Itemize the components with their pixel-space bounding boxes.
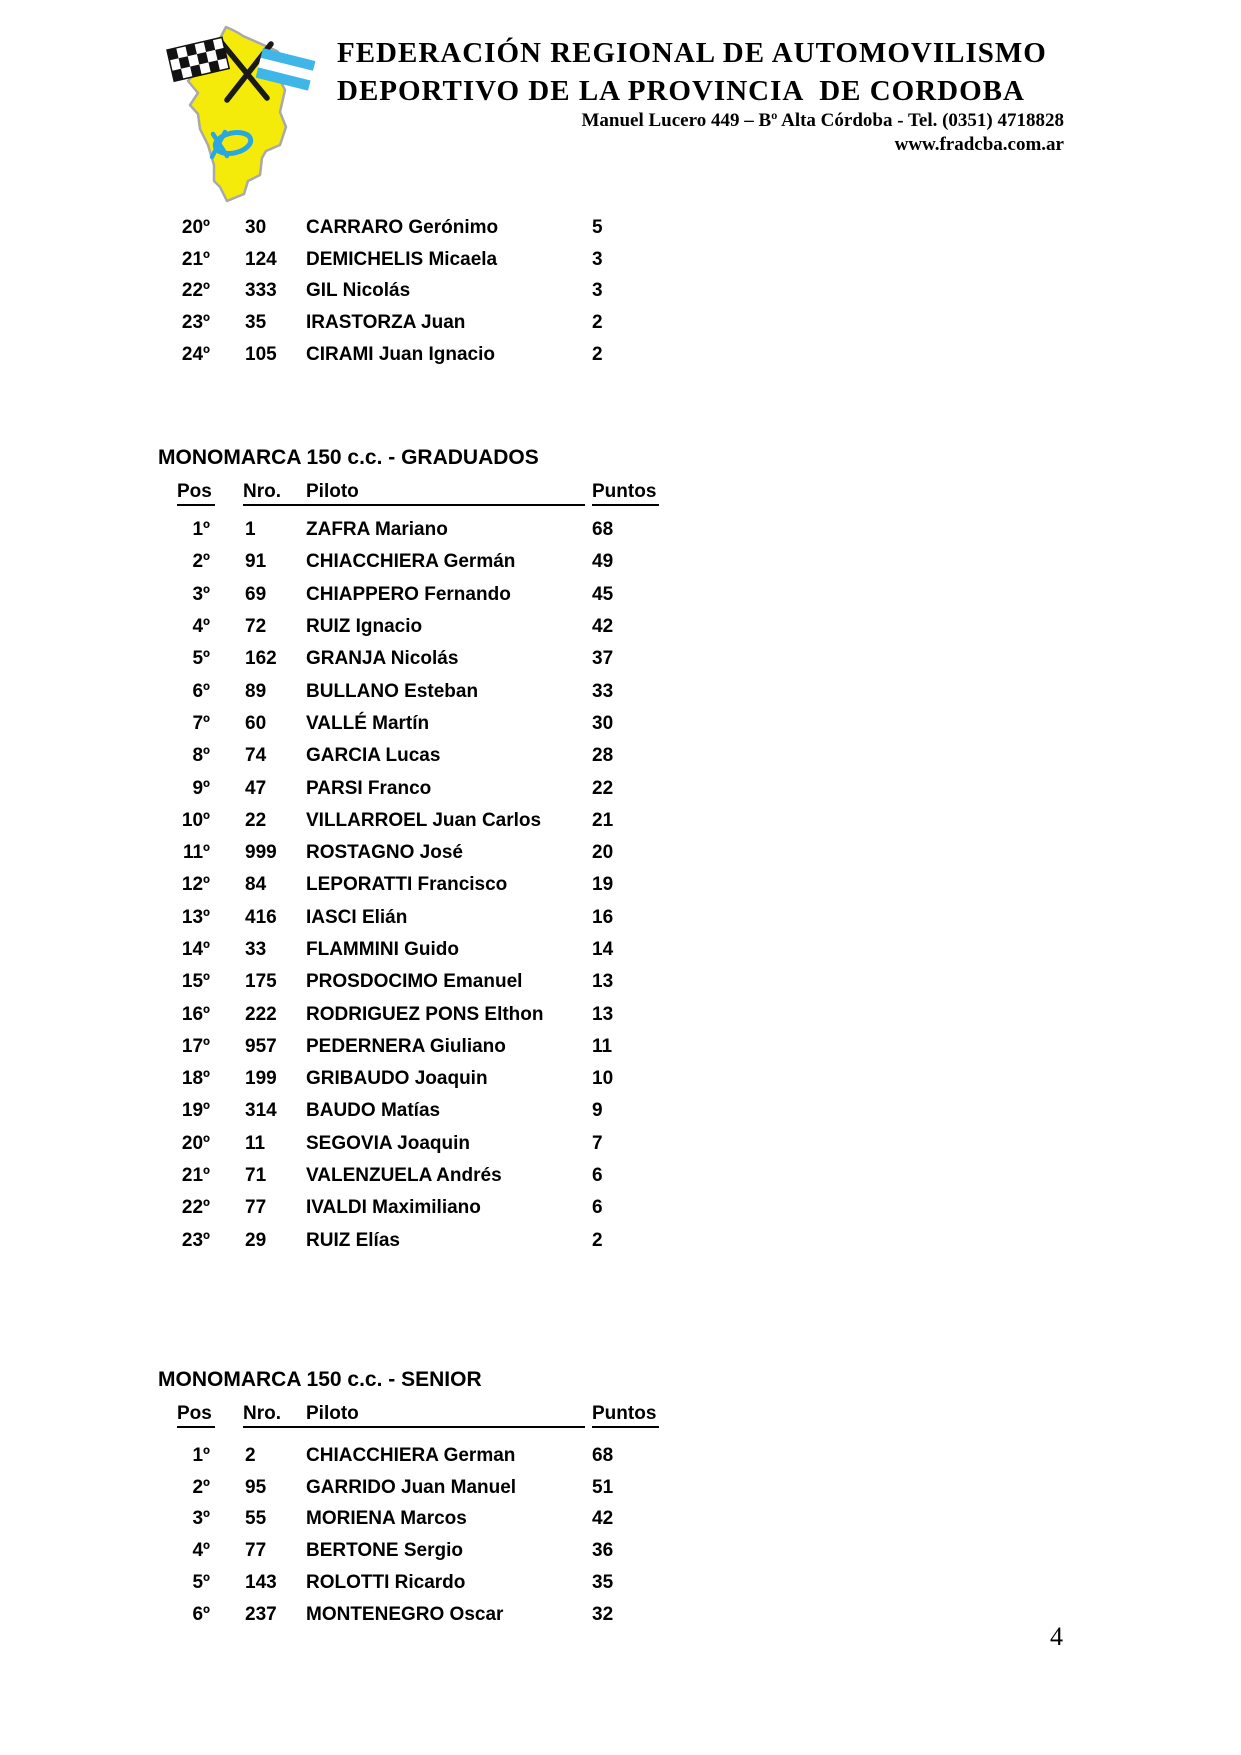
position-cell: 7º (192, 712, 210, 734)
column-header-nro: Nro. (243, 1403, 281, 1424)
number-cell: 95 (245, 1476, 267, 1498)
column-header-piloto: Piloto (306, 1403, 359, 1424)
points-cell: 33 (592, 680, 614, 702)
position-cell: 16º (181, 1003, 210, 1025)
position-cell: 23º (181, 1229, 210, 1251)
standings-row (177, 708, 1241, 740)
points-cell: 7 (592, 1132, 603, 1154)
number-cell: 199 (245, 1068, 277, 1090)
section-title: MONOMARCA 150 c.c. - SENIOR (158, 1368, 482, 1391)
standings-row (177, 1031, 1241, 1063)
position-cell: 14º (181, 939, 210, 960)
position-cell: 20º (181, 1132, 210, 1154)
position-cell: 9º (192, 777, 210, 799)
standings-row (177, 1440, 1241, 1472)
position-cell: 1º (192, 519, 210, 541)
points-cell: 5 (592, 216, 603, 238)
letterhead-text (337, 34, 1064, 157)
driver-cell: RUIZ Elías (306, 1229, 400, 1251)
federation-logo (163, 24, 319, 202)
number-cell: 89 (245, 680, 267, 702)
position-cell: 2º (192, 1476, 210, 1498)
column-header-piloto: Piloto (306, 481, 359, 502)
standings-row (177, 772, 1241, 804)
number-cell: 29 (245, 1229, 267, 1251)
column-header-group (243, 1403, 585, 1428)
standings-row (177, 579, 1241, 611)
driver-cell: CARRARO Gerónimo (306, 216, 499, 238)
points-cell: 36 (592, 1540, 614, 1562)
points-cell: 6 (592, 1165, 603, 1187)
number-cell: 1 (245, 519, 256, 541)
position-cell: 20º (181, 216, 210, 238)
position-cell: 19º (181, 1100, 210, 1122)
position-cell: 13º (181, 906, 210, 928)
points-cell: 2 (592, 344, 603, 366)
position-cell: 2º (192, 551, 210, 573)
page-number: 4 (1050, 1622, 1063, 1651)
standings-row (177, 643, 1241, 675)
points-cell: 13 (592, 1003, 614, 1025)
driver-cell: PARSI Franco (306, 777, 432, 799)
points-cell: 14 (592, 939, 614, 960)
column-header-pos: Pos (177, 1403, 215, 1428)
points-cell: 19 (592, 874, 614, 896)
standings-row (177, 998, 1241, 1030)
points-cell: 37 (592, 648, 614, 670)
standings-row (177, 675, 1241, 707)
standings-row (177, 1472, 1241, 1504)
standings-row (177, 1225, 1241, 1257)
position-cell: 22º (181, 1197, 210, 1219)
standings-row (177, 546, 1241, 578)
points-cell: 28 (592, 745, 614, 767)
org-website: www.fradcba.com.ar (894, 134, 1064, 155)
position-cell: 8º (192, 745, 210, 767)
position-cell: 21º (181, 248, 210, 270)
position-cell: 3º (192, 583, 210, 605)
points-cell: 3 (592, 248, 603, 270)
org-name-line2: DEPORTIVO DE LA PROVINCIA DE CORDOBA (337, 75, 1025, 107)
driver-cell: BERTONE Sergio (306, 1540, 463, 1562)
driver-cell: IRASTORZA Juan (306, 312, 466, 334)
standings-row (177, 1128, 1241, 1160)
number-cell: 91 (245, 551, 267, 573)
points-cell: 42 (592, 616, 614, 638)
points-cell: 22 (592, 777, 614, 799)
number-cell: 957 (245, 1035, 277, 1057)
section-title: MONOMARCA 150 c.c. - GRADUADOS (158, 446, 539, 469)
position-cell: 6º (192, 1603, 210, 1625)
number-cell: 71 (245, 1165, 267, 1187)
position-cell: 4º (192, 1540, 210, 1562)
org-name-line1: FEDERACIÓN REGIONAL DE AUTOMOVILISMO (337, 37, 1047, 69)
driver-cell: IVALDI Maximiliano (306, 1197, 481, 1219)
points-cell: 21 (592, 809, 614, 831)
standings-row (177, 307, 1241, 339)
standings-row (177, 934, 1241, 966)
points-cell: 10 (592, 1068, 614, 1090)
number-cell: 999 (245, 842, 277, 864)
driver-cell: ZAFRA Mariano (306, 519, 448, 541)
number-cell: 222 (245, 1003, 277, 1025)
driver-cell: GARCIA Lucas (306, 745, 441, 767)
driver-cell: BULLANO Esteban (306, 680, 479, 702)
position-cell: 12º (181, 874, 210, 896)
position-cell: 5º (192, 648, 210, 670)
points-cell: 42 (592, 1508, 614, 1530)
number-cell: 105 (245, 344, 277, 366)
number-cell: 60 (245, 712, 267, 734)
driver-cell: LEPORATTI Francisco (306, 874, 508, 896)
points-cell: 30 (592, 712, 614, 734)
points-cell: 35 (592, 1572, 614, 1594)
points-cell: 51 (592, 1476, 614, 1498)
column-header-pos: Pos (177, 481, 215, 506)
points-cell: 11 (592, 1035, 613, 1057)
number-cell: 143 (245, 1572, 277, 1594)
points-cell: 2 (592, 312, 603, 334)
driver-cell: VALENZUELA Andrés (306, 1165, 502, 1187)
position-cell: 3º (192, 1508, 210, 1530)
points-cell: 9 (592, 1100, 603, 1122)
number-cell: 72 (245, 616, 267, 638)
standings-row (177, 244, 1241, 276)
standings-rows (177, 212, 1241, 371)
driver-cell: VILLARROEL Juan Carlos (306, 809, 542, 831)
standings-row (177, 740, 1241, 772)
driver-cell: RUIZ Ignacio (306, 616, 423, 638)
driver-cell: CHIACCHIERA German (306, 1444, 516, 1466)
number-cell: 33 (245, 939, 267, 960)
number-cell: 55 (245, 1508, 267, 1530)
number-cell: 162 (245, 648, 277, 670)
points-cell: 32 (592, 1603, 614, 1625)
standings-row (177, 276, 1241, 308)
column-header-puntos: Puntos (592, 481, 659, 506)
driver-cell: SEGOVIA Joaquin (306, 1132, 470, 1154)
number-cell: 333 (245, 280, 277, 302)
number-cell: 416 (245, 906, 277, 928)
driver-cell: PROSDOCIMO Emanuel (306, 971, 523, 993)
number-cell: 77 (245, 1540, 267, 1562)
standings-row (177, 611, 1241, 643)
driver-cell: GARRIDO Juan Manuel (306, 1476, 517, 1498)
driver-cell: VALLÉ Martín (306, 712, 430, 734)
position-cell: 5º (192, 1572, 210, 1594)
position-cell: 17º (181, 1035, 210, 1057)
org-address: Manuel Lucero 449 – Bº Alta Córdoba - Tel. (0351) 4718828 (581, 110, 1064, 131)
points-cell: 6 (592, 1197, 603, 1219)
position-cell: 23º (181, 312, 210, 334)
number-cell: 30 (245, 216, 267, 238)
driver-cell: MORIENA Marcos (306, 1508, 467, 1530)
position-cell: 15º (181, 971, 210, 993)
position-cell: 11º (182, 842, 210, 864)
points-cell: 16 (592, 906, 614, 928)
number-cell: 77 (245, 1197, 267, 1219)
number-cell: 11 (245, 1132, 266, 1154)
standings-row (177, 1095, 1241, 1127)
column-header-puntos: Puntos (592, 1403, 659, 1428)
number-cell: 124 (245, 248, 277, 270)
driver-cell: CIRAMI Juan Ignacio (306, 344, 495, 366)
standings-row (177, 1535, 1241, 1567)
position-cell: 24º (181, 344, 210, 366)
driver-cell: GIL Nicolás (306, 280, 411, 302)
standings-row (177, 1599, 1241, 1631)
number-cell: 314 (245, 1100, 277, 1122)
position-cell: 10º (181, 809, 210, 831)
points-cell: 45 (592, 583, 614, 605)
standings-row (177, 1504, 1241, 1536)
driver-cell: FLAMMINI Guido (306, 939, 460, 960)
standings-row (177, 837, 1241, 869)
driver-cell: CHIAPPERO Fernando (306, 583, 511, 605)
column-header-group (243, 481, 585, 506)
standings-row (177, 805, 1241, 837)
number-cell: 84 (245, 874, 267, 896)
standings-row (177, 1063, 1241, 1095)
driver-cell: GRANJA Nicolás (306, 648, 459, 670)
driver-cell: ROSTAGNO José (306, 842, 463, 864)
position-cell: 6º (192, 680, 210, 702)
standings-row (177, 869, 1241, 901)
driver-cell: RODRIGUEZ PONS Elthon (306, 1003, 544, 1025)
standings-row (177, 966, 1241, 998)
driver-cell: BAUDO Matías (306, 1100, 441, 1122)
points-cell: 49 (592, 551, 614, 573)
column-header-nro: Nro. (243, 481, 281, 502)
points-cell: 3 (592, 280, 603, 302)
standings-row (177, 212, 1241, 244)
driver-cell: IASCI Elián (306, 906, 408, 928)
number-cell: 2 (245, 1444, 256, 1466)
number-cell: 22 (245, 809, 267, 831)
points-cell: 20 (592, 842, 614, 864)
points-cell: 2 (592, 1229, 603, 1251)
driver-cell: PEDERNERA Giuliano (306, 1035, 506, 1057)
number-cell: 74 (245, 745, 267, 767)
driver-cell: GRIBAUDO Joaquin (306, 1068, 488, 1090)
standings-rows (177, 514, 1241, 1257)
position-cell: 18º (181, 1068, 210, 1090)
number-cell: 35 (245, 312, 267, 334)
points-cell: 68 (592, 519, 614, 541)
driver-cell: ROLOTTI Ricardo (306, 1572, 466, 1594)
standings-row (177, 339, 1241, 371)
position-cell: 22º (181, 280, 210, 302)
number-cell: 69 (245, 583, 267, 605)
position-cell: 4º (192, 616, 210, 638)
points-cell: 68 (592, 1444, 614, 1466)
points-cell: 13 (592, 971, 614, 993)
standings-row (177, 902, 1241, 934)
driver-cell: DEMICHELIS Micaela (306, 248, 498, 270)
standings-rows (177, 1440, 1241, 1631)
driver-cell: MONTENEGRO Oscar (306, 1603, 504, 1625)
position-cell: 21º (181, 1165, 210, 1187)
number-cell: 47 (245, 777, 267, 799)
number-cell: 237 (245, 1603, 277, 1625)
number-cell: 175 (245, 971, 277, 993)
standings-row (177, 1567, 1241, 1599)
standings-row (177, 514, 1241, 546)
position-cell: 1º (192, 1444, 210, 1466)
standings-row (177, 1160, 1241, 1192)
standings-row (177, 1192, 1241, 1224)
driver-cell: CHIACCHIERA Germán (306, 551, 516, 573)
